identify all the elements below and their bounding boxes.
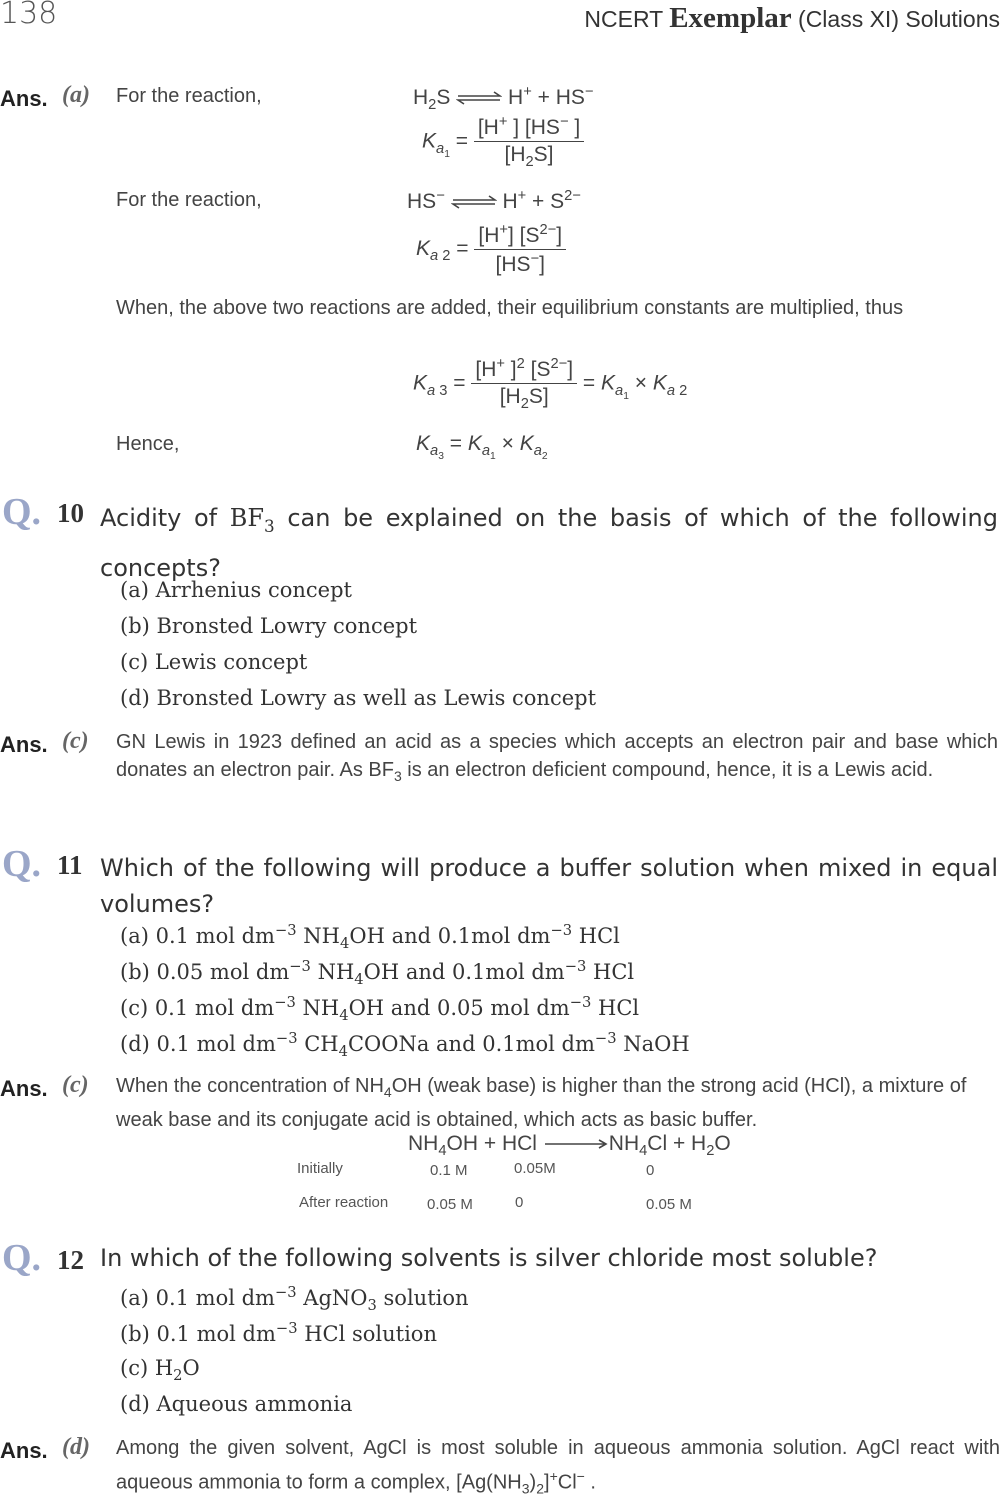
ans-letter: (a): [62, 82, 90, 108]
question-mark-label: Q.: [2, 843, 42, 885]
page-number: 138: [0, 0, 58, 31]
cell: 0.05 M: [427, 1196, 473, 1213]
equilibrium-arrow-icon: [456, 91, 502, 105]
ans-label: Ans.: [0, 1438, 48, 1463]
question-text: In which of the following solvents is silver chloride most soluble?: [100, 1244, 878, 1272]
option-d: (d) 0.1 mol $dm^{-3}$ $CH_4COONa$ and 0.1mol $dm^{-3}$ NaOH: [120, 1030, 690, 1061]
question-mark-label: Q.: [2, 491, 42, 533]
header-bold: Exemplar: [669, 2, 792, 34]
ka3-result: $K_{a_3} = K_{a_1} \times K_{a_2}$: [416, 432, 548, 463]
reaction-arrow-icon: [543, 1138, 609, 1150]
question-number: 11: [57, 850, 83, 880]
ans-label: Ans.: [0, 1076, 48, 1101]
row-after-label: After reaction: [299, 1194, 389, 1211]
question-text: Which of the following will produce a buffer solution when mixed in equal volumes?: [100, 854, 998, 918]
option-b: (b) Bronsted Lowry concept: [120, 614, 418, 638]
option-c: (c) Lewis concept: [120, 650, 308, 674]
ka2-expression: $K_{a 2}$ = $\frac{[H^+] [S^{2-}]}{[HS^-]}$: [416, 222, 566, 277]
option-b: (b) 0.1 mol $dm^{-3}$ HCl solution: [120, 1320, 437, 1346]
row-initially-label: Initially: [297, 1160, 343, 1177]
option-b: (b) 0.05 mol $dm^{-3}$ $NH_4OH$ and 0.1mol $dm^{-3}$ HCl: [120, 958, 635, 989]
option-a: (a) 0.1 mol $dm^{-3}$ $NH_4OH$ and 0.1mol $dm^{-3}$ HCl: [120, 922, 620, 953]
reaction-lead-1: For the reaction,: [116, 85, 262, 107]
answer-text: Among the given solvent, AgCl is most soluble in aqueous ammonia solution. AgCl react with aqueous ammonia to form a complex, $[Ag(NH_3)_2]^+Cl^-$ .: [116, 1437, 1000, 1497]
equilibrium-arrow-icon: [451, 195, 497, 209]
added-explanation: When, the above two reactions are added, their equilibrium constants are multiplied, thus: [116, 297, 904, 319]
running-header: [584, 2, 1000, 35]
ans-letter: (d): [62, 1434, 90, 1460]
question-number: 10: [57, 498, 84, 528]
question-text: Acidity of $BF_3$ can be explained on the basis of which of the following concepts?: [100, 504, 999, 582]
cell: 0.05 M: [646, 1196, 692, 1213]
ka1-expression: $K_{a_1}$ = $\frac{[H^+ ] [HS^- ]}{[H_2S]}$: [422, 114, 584, 170]
ans-letter: (c): [62, 728, 89, 754]
ka3-expression: $K_{a 3}$ = $\frac{[H^+ ]^2 [S^{2-}]}{[H_2S]}$ = $K_{a_1} \times K_{a 2}$: [413, 356, 688, 413]
cell: 0: [646, 1162, 655, 1179]
hence-lead: Hence,: [116, 433, 180, 455]
option-c: (c) 0.1 mol $dm^{-3}$ $NH_4OH$ and 0.05 mol $dm^{-3}$ HCl: [120, 994, 640, 1025]
equation-1: $H_2S$ H+ + HS−: [413, 84, 594, 114]
answer-text: When the concentration of $NH_4OH$ (weak base) is higher than the strong acid (HCl), a mixture of weak base and its conjugate acid is obtained, which acts as basic buffer.: [116, 1075, 967, 1131]
header-suffix: (Class XI) Solutions: [798, 6, 1000, 32]
reaction-lead-2: For the reaction,: [116, 189, 262, 211]
cell: 0.05M: [514, 1160, 556, 1177]
option-a: (a) Arrhenius concept: [120, 578, 352, 602]
option-d: (d) Bronsted Lowry as well as Lewis concept: [120, 686, 597, 710]
equation-2: HS− $H^+ + S^{2-}$: [407, 188, 581, 213]
cell: 0: [515, 1194, 524, 1211]
cell: 0.1 M: [430, 1162, 468, 1179]
question-mark-label: Q.: [2, 1237, 42, 1279]
option-d: (d) Aqueous ammonia: [120, 1392, 353, 1416]
header-prefix: NCERT: [584, 6, 663, 32]
ans-label: Ans.: [0, 86, 48, 111]
buffer-reaction: $NH_4OH$ + HCl $NH_4Cl + H_2O$: [408, 1132, 731, 1160]
option-c: (c) $H_2O$: [120, 1356, 200, 1385]
option-a: (a) 0.1 mol $dm^{-3}$ AgNO$_3$ solution: [120, 1284, 469, 1315]
ans-letter: (c): [62, 1072, 89, 1098]
answer-text: GN Lewis in 1923 defined an acid as a species which accepts an electron pair and base which donates an electron pair. As $BF_3$ is an electron deficient compound, hence, it is a Lewis acid.: [116, 731, 998, 784]
ans-label: Ans.: [0, 732, 48, 757]
question-number: 12: [57, 1245, 84, 1275]
